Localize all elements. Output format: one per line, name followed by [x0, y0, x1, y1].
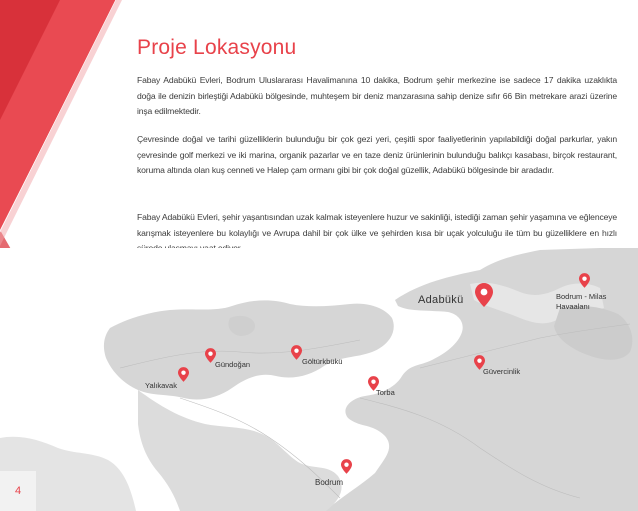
- page-title: Proje Lokasyonu: [137, 36, 297, 59]
- location-label-adabuku: Adabükü: [418, 294, 464, 306]
- map-pin-icon: [341, 459, 352, 474]
- location-label-gundogan: Gündoğan: [215, 360, 251, 369]
- lifestyle-paragraph: Fabay Adabükü Evleri, şehir yaşantısından uzak kalmak isteyenlere huzur ve sakinliği, istediği zaman şehir yaşamına ve eğlenceye karışmak isteyenlere bu kolaylığı ve Avrupa dahil bir çok ülke ve şehirden kısa bir uçak yolculuğu ile tüm bu güzelliklere en hızlı: [137, 212, 617, 238]
- location-label-golturkbuku: Göltürkbükü: [302, 357, 343, 366]
- page-number: 4: [0, 471, 36, 511]
- map-pin-icon: [291, 345, 302, 360]
- location-label-airport: Bodrum - Milas Havaalanı: [556, 292, 607, 311]
- map-pin-icon: [579, 273, 590, 288]
- map-pin-icon: [475, 283, 493, 307]
- location-label-torba: Torba: [376, 388, 395, 397]
- map-pin-icon: [178, 367, 189, 382]
- location-label-bodrum: Bodrum: [315, 478, 344, 487]
- surroundings-paragraph: Çevresinde doğal ve tarihi güzelliklerin bulunduğu bir çok gezi yeri, çeşitli spor faaliyetlerinin yapılabildiği doğal parkurlar, yakın çevresinde golf merkezi ve iki marina, organik pazarlar ve en taze deniz ürünlerinin bulunduğu balıkçı kasabası, birçok restaurant, koruma altında olan kuş cenneti ve Halep çam ormanı gibi bir çok doğal güzellik, Adabükü bölgesinde bir aradadır.: [137, 134, 617, 176]
- location-label-guvercinlik: Güvercinlik: [483, 367, 521, 376]
- intro-paragraph: Fabay Adabükü Evleri, Bodrum Uluslararası Havalimanına 10 dakika, Bodrum şehir merkezine ise sadece 17 dakika uzaklıkta doğa ile denizin birleştiği Adabükü bölgesinde, muhteşem bir deniz manzarasına sahip denize sıfır 66 Bin metrekare arazi üzerine inşa edilmektedir.: [137, 75, 617, 117]
- location-label-yalikavak: Yalıkavak: [145, 381, 177, 390]
- location-map: [0, 248, 638, 511]
